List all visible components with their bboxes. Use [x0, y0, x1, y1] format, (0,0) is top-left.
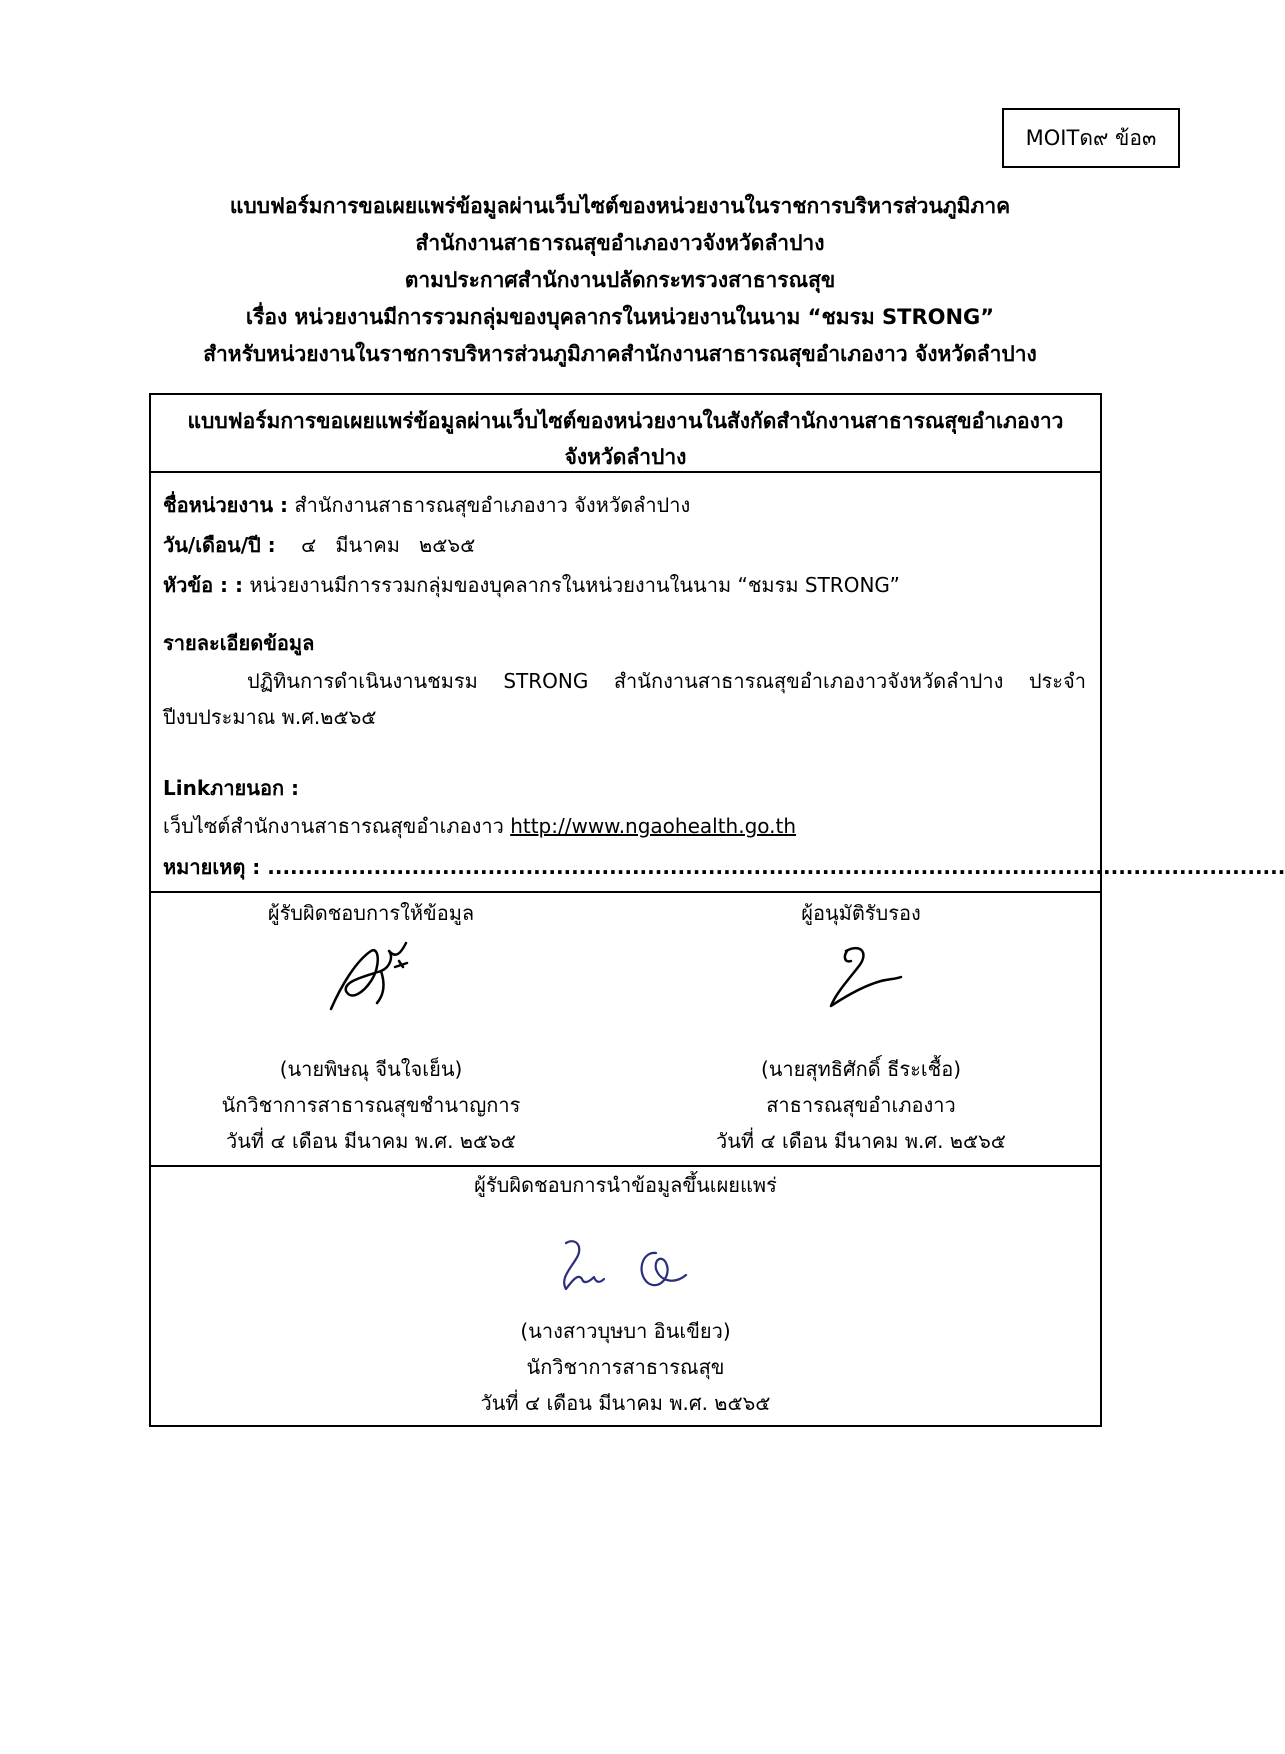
- link-label: Linkภายนอก :: [163, 776, 300, 800]
- handwritten-signature: [311, 931, 431, 1021]
- topic-label: หัวข้อ : :: [163, 573, 244, 597]
- link-heading: [163, 772, 1086, 805]
- topic-value: หน่วยงานมีการรวมกลุ่มของบุคลากรในหน่วยงานในนาม “ชมรม STRONG”: [243, 573, 900, 597]
- note-label: หมายเหตุ :: [163, 855, 268, 879]
- signer-date: วันที่ ๔ เดือน มีนาคม พ.ศ. ๒๕๖๕: [480, 1391, 771, 1415]
- date-label: วัน/เดือน/ปี :: [163, 533, 276, 557]
- signer-date: วันที่ ๔ เดือน มีนาคม พ.ศ. ๒๕๖๕: [226, 1129, 516, 1153]
- header-line-2: สำนักงานสาธารณสุขอำเภองาวจังหวัดลำปาง: [415, 231, 825, 255]
- signer-role: ผู้รับผิดชอบการให้ข้อมูล: [267, 901, 475, 925]
- form-title-line-2: จังหวัดลำปาง: [564, 445, 687, 469]
- website-row: [163, 810, 1086, 843]
- signer-name: (นายสุทธิศักดิ์ ธีระเชื้อ): [760, 1057, 962, 1081]
- signer-position: สาธารณสุขอำเภองาว: [766, 1093, 956, 1117]
- unit-value: สำนักงานสาธารณสุขอำเภองาว จังหวัดลำปาง: [288, 493, 691, 517]
- signer-position: นักวิชาการสาธารณสุข: [526, 1355, 725, 1379]
- unit-label: ชื่อหน่วยงาน :: [163, 493, 289, 517]
- signer-role: ผู้อนุมัติรับรอง: [801, 901, 921, 925]
- header-line-1: แบบฟอร์มการขอเผยแพร่ข้อมูลผ่านเว็บไซต์ของหน่วยงานในราชการบริหารส่วนภูมิภาค: [229, 194, 1011, 218]
- detail-heading: [163, 627, 1086, 660]
- date-row: [163, 529, 1086, 562]
- signer-name: (นายพิษณุ จีนใจเย็น): [279, 1057, 463, 1081]
- header-line-5: สำหรับหน่วยงานในราชการบริหารส่วนภูมิภาคสำนักงานสาธารณสุขอำเภองาว จังหวัดลำปาง: [203, 342, 1037, 366]
- form-title-line-1: แบบฟอร์มการขอเผยแพร่ข้อมูลผ่านเว็บไซต์ของหน่วยงานในสังกัดสำนักงานสาธารณสุขอำเภองาว: [187, 409, 1064, 433]
- handwritten-signature: [526, 1223, 726, 1313]
- form-title: [151, 403, 1100, 475]
- document-header: [120, 188, 1120, 373]
- header-line-3: ตามประกาศสำนักงานปลัดกระทรวงสาธารณสุข: [404, 268, 836, 292]
- form-divider: [151, 891, 1100, 893]
- publisher-signature-block: [151, 1167, 1100, 1421]
- detail-label: รายละเอียดข้อมูล: [163, 631, 315, 655]
- website-text: เว็บไซต์สำนักงานสาธารณสุขอำเภองาว: [163, 814, 511, 838]
- header-line-4: เรื่อง หน่วยงานมีการรวมกลุ่มของบุคลากรในหน่วยงานในนาม “ชมรม STRONG”: [245, 305, 995, 329]
- document-code: MOITด๙ ข้อ๓: [1025, 125, 1157, 150]
- form-divider: [151, 471, 1100, 473]
- detail-text: ปฏิทินการดำเนินงานชมรม STRONG สำนักงานสาธารณสุขอำเภองาวจังหวัดลำปาง ประจำปีงบประมาณ พ.ศ.๒๕๖๕: [163, 669, 1086, 729]
- note-value: ......................................................................................................................................: [267, 855, 1285, 879]
- signer-date: วันที่ ๔ เดือน มีนาคม พ.ศ. ๒๕๖๕: [716, 1129, 1006, 1153]
- unit-row: [163, 489, 1086, 522]
- signer-name: (นางสาวบุษบา อินเขียว): [520, 1319, 731, 1343]
- approver-signature-block: [671, 895, 1051, 1159]
- document-code-box: [1002, 108, 1180, 168]
- website-link[interactable]: http://www.ngaohealth.go.th: [510, 814, 797, 838]
- signer-role: ผู้รับผิดชอบการนำข้อมูลขึ้นเผยแพร่: [474, 1173, 777, 1197]
- responsible-signature-block: [191, 895, 551, 1159]
- topic-row: [163, 569, 1086, 602]
- date-value: ๔ มีนาคม ๒๕๖๕: [275, 533, 476, 557]
- signer-position: นักวิชาการสาธารณสุขชำนาญการ: [221, 1093, 521, 1117]
- note-row: [163, 851, 1285, 884]
- publication-form: [149, 393, 1285, 1427]
- handwritten-signature: [801, 931, 921, 1021]
